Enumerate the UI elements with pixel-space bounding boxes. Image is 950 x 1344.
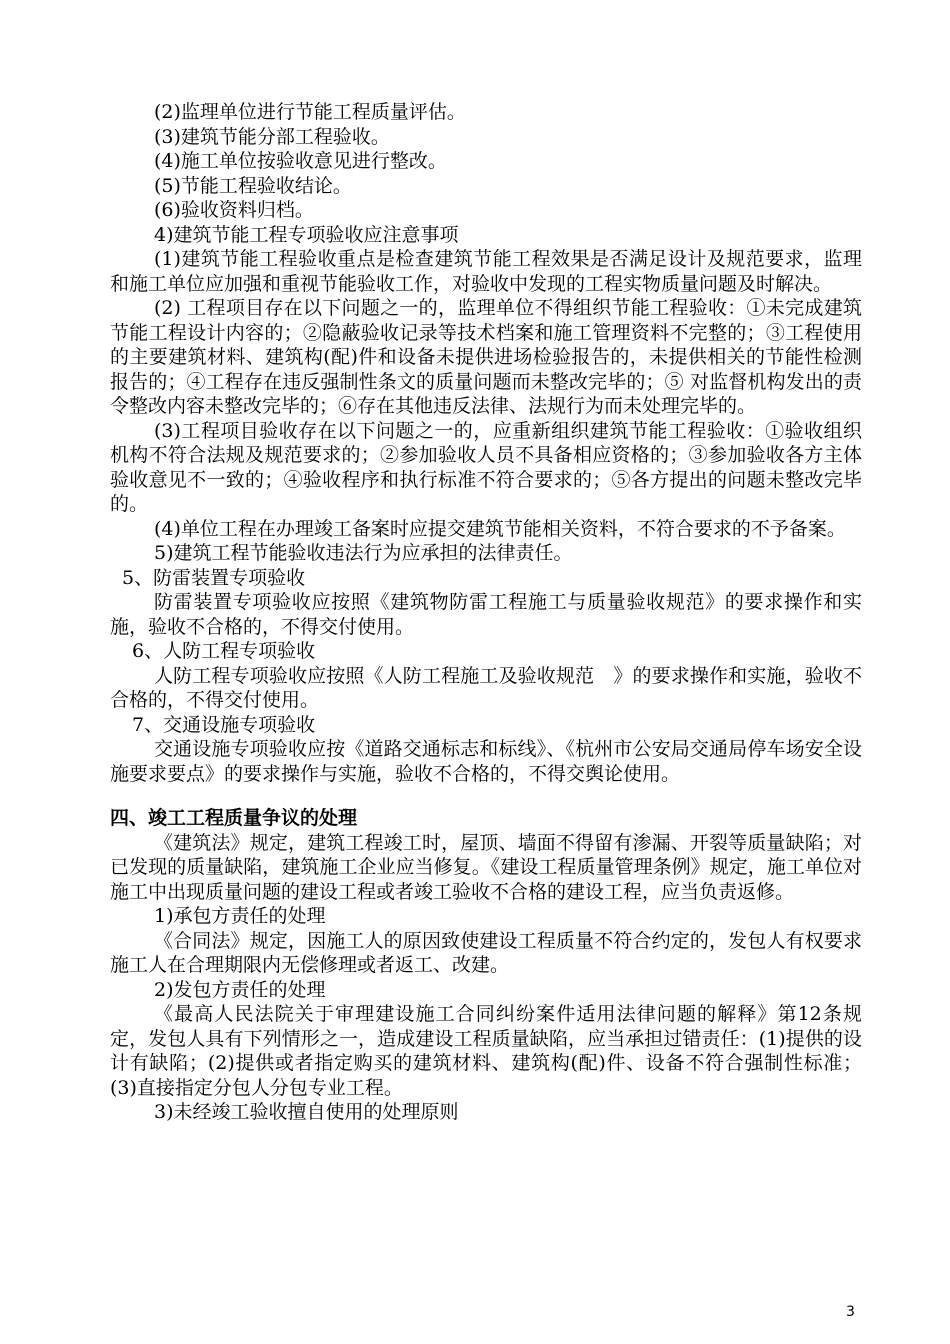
subheading: 1)承包方责任的处理 — [154, 905, 326, 927]
paragraph: (2) 工程项目存在以下问题之一的，监理单位不得组织节能工程验收：①未完成建筑节能工程设计内容的；②隐蔽验收记录等技术档案和施工管理资料不完整的；③工程使用的主要建筑材料、建筑构(配)件和设备未提供进场检验报告的，未提供相关的节能性检测报告的；④工程存在违反强制性条文的质量问题而未整改完毕的；⑤ 对监督机构发出的责令整改内容未整改完毕的；⑥存在其他违反法律、法规行为而未处理完毕的。 — [110, 297, 862, 417]
paragraph: (3)建筑节能分部工程验收。 — [154, 125, 390, 148]
paragraph: (4)单位工程在办理竣工备案时应提交建筑节能相关资料，不符合要求的不予备案。 — [154, 517, 846, 540]
paragraph: 人防工程专项验收应按照《人防工程施工及验收规范 》的要求操作和实施，验收不合格的，不得交付使用。 — [110, 664, 862, 711]
paragraph: 防雷装置专项验收应按照《建筑物防雷工程施工与质量验收规范》的要求操作和实施，验收不合格的，不得交付使用。 — [110, 591, 862, 638]
paragraph: 《合同法》规定，因施工人的原因致使建设工程质量不符合约定的，发包人有权要求施工人在合理期限内无偿修理或者返工、改建。 — [110, 929, 862, 976]
subheading: 6、人防工程专项验收 — [132, 640, 316, 662]
paragraph: (1)建筑节能工程验收重点是检查建筑节能工程效果是否满足设计及规范要求，监理和施工单位应加强和重视节能验收工作，对验收中发现的工程实物质量问题及时解决。 — [110, 248, 862, 295]
page-number: 3 — [846, 1304, 855, 1320]
paragraph: (5)节能工程验收结论。 — [154, 174, 352, 197]
section-heading: 四、竣工工程质量争议的处理 — [110, 807, 358, 829]
paragraph: 《最高人民法院关于审理建设施工合同纠纷案件适用法律问题的解释》第12条规定，发包人具有下列情形之一，造成建设工程质量缺陷，应当承担过错责任：(1)提供的设计有缺陷；(2)提供或者指定购买的建筑材料、建筑构(配)件、设备不符合强制性标准；(3)直接指定分包人分包专业工程。 — [110, 1003, 862, 1099]
subheading: 4)建筑节能工程专项验收应注意事项 — [154, 223, 459, 246]
paragraph: (2)监理单位进行节能工程质量评估。 — [154, 101, 466, 123]
body-text — [110, 100, 862, 1125]
subheading: 3)未经竣工验收擅自使用的处理原则 — [154, 1101, 459, 1123]
paragraph: (3)工程项目验收存在以下问题之一的，应重新组织建筑节能工程验收：①验收组织机构不符合法规及规范要求的；②参加验收人员不具备相应资格的；③参加验收各方主体验收意见不一致的；④验收程序和执行标准不符合要求的；⑤各方提出的问题未整改完毕的。 — [110, 419, 862, 515]
paragraph: 交通设施专项验收应按《道路交通标志和标线》、《杭州市公安局交通局停车场安全设施要求要点》的要求操作与实施，验收不合格的，不得交舆论使用。 — [110, 738, 862, 785]
paragraph: (6)验收资料归档。 — [154, 199, 314, 221]
subheading: 5、防雷装置专项验收 — [122, 566, 306, 589]
paragraph: 5)建筑工程节能验收违法行为应承担的法律责任。 — [154, 542, 573, 564]
paragraph: 《建筑法》规定，建筑工程竣工时，屋顶、墙面不得留有渗漏、开裂等质量缺陷；对已发现的质量缺陷，建筑施工企业应当修复。《建设工程质量管理条例》规定，施工单位对施工中出现质量问题的建设工程或者竣工验收不合格的建设工程，应当负责返修。 — [110, 831, 862, 903]
subheading: 7、交通设施专项验收 — [132, 713, 316, 736]
subheading: 2)发包方责任的处理 — [154, 978, 326, 1001]
paragraph: (4)施工单位按验收意见进行整改。 — [154, 150, 447, 172]
